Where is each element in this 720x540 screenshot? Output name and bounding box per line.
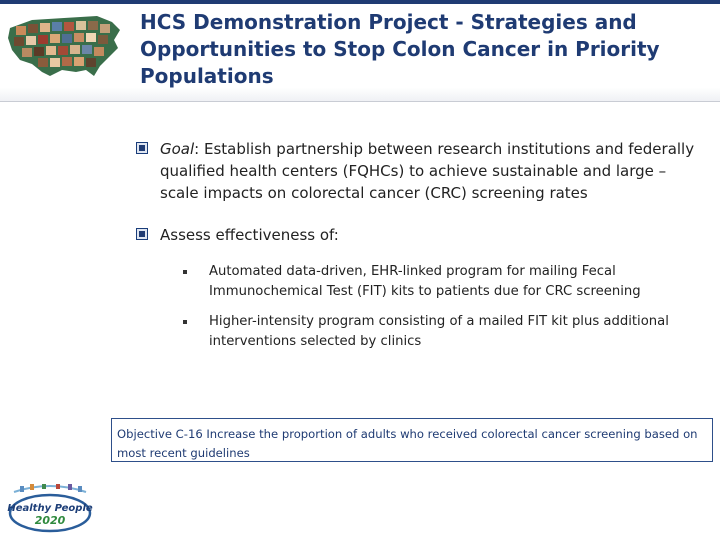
healthy-people-2020-logo bbox=[6, 484, 94, 536]
sub-item-text: Higher-intensity program consisting of a mailed FIT kit plus additional interventions selected by clinics bbox=[209, 314, 669, 349]
bullet-box-icon bbox=[136, 228, 148, 240]
bullet-box-icon bbox=[136, 142, 148, 154]
objective-box: Objective C-16 Increase the proportion of adults who received colorectal cancer screening based on most recent guidelines bbox=[111, 418, 713, 462]
svg-text:2020: 2020 bbox=[34, 514, 66, 527]
sub-item-text: Automated data-driven, EHR-linked program for mailing Fecal Immunochemical Test (FIT) kits to patients due for CRC screening bbox=[209, 264, 641, 299]
assess-text: Assess effectiveness of: bbox=[160, 226, 339, 244]
sub-item bbox=[136, 312, 696, 352]
assess-bullet bbox=[136, 224, 696, 246]
goal-text: : Establish partnership between research institutions and federally qualified health centers (FQHCs) to achieve sustainable and large –scale impacts on colorectal cancer (CRC) screening rates bbox=[160, 140, 695, 202]
square-bullet-icon bbox=[183, 270, 187, 274]
us-map-photo-collage bbox=[2, 10, 128, 86]
goal-bullet bbox=[136, 138, 696, 204]
svg-text:Healthy People: Healthy People bbox=[7, 503, 93, 514]
sub-item bbox=[136, 262, 696, 302]
goal-label: Goal bbox=[160, 140, 195, 158]
page-title: HCS Demonstration Project - Strategies and Opportunities to Stop Colon Cancer in Priority Populations bbox=[140, 10, 660, 88]
main-content bbox=[136, 138, 696, 352]
square-bullet-icon bbox=[183, 320, 187, 324]
header-divider bbox=[0, 101, 720, 102]
